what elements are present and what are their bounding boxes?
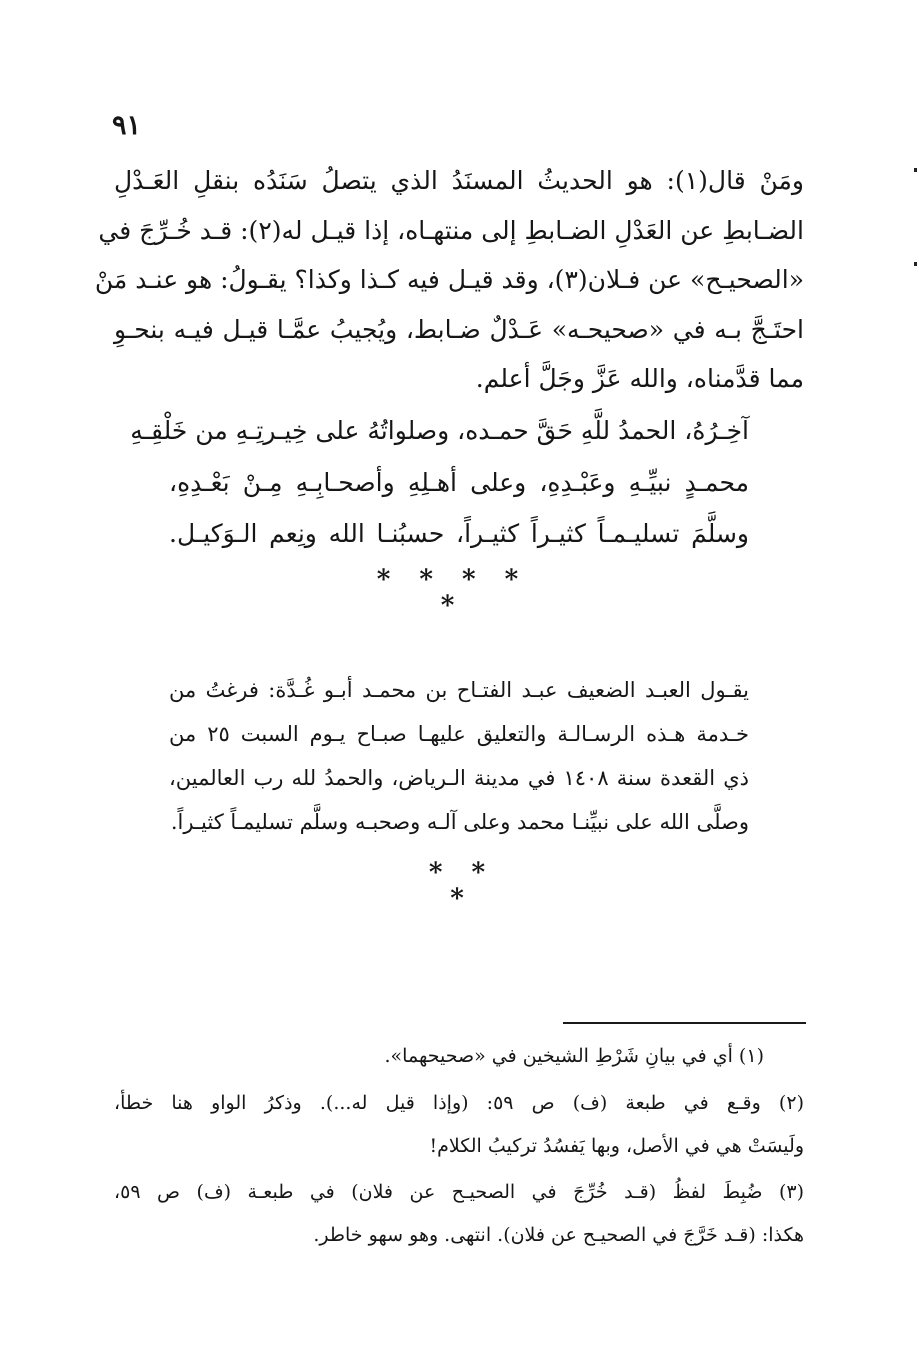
footnote-divider	[563, 1022, 806, 1024]
footnote-1: (١) أي في بيانِ شَرْطِ الشيخين في «صحيحهما».	[384, 1045, 764, 1067]
footnote-3: (٣) ضُبِطَ لفظُ (قـد خُرِّجَ في الصحيـح عن فلان) في طبعـة (ف) ص ٥٩،	[114, 1181, 804, 1203]
closing-line: وسلَّمَ تسليـمـاً كثيـراً كثيـراً، حسبُنـا الله ونِعم الـوَكيـل.	[169, 519, 749, 548]
page-number: ٩١	[112, 110, 142, 141]
scan-edge-mark	[914, 168, 917, 172]
editor-note-line: يقـول العبـد الضعيف عبـد الفتـاح بن محمـد أبـو غُـدَّة: فرغتُ من	[169, 678, 749, 702]
editor-note-line: ذي القعدة سنة ١٤٠٨ في مدينة الـرياض، والحمدُ لله رب العالمين،	[169, 766, 749, 790]
scan-edge-mark	[914, 262, 917, 266]
footnote-2: (٢) وقـع في طبعة (ف) ص ٥٩: (وإذا قيل له...). وذكرُ الواو هنا خطأ،	[114, 1092, 804, 1114]
main-line: الضـابطِ عن العَدْلِ الضـابطِ إلى منتهـاه، إذا قيـل له(٢): قـد خُـرِّجَ في	[98, 216, 804, 245]
closing-separator: * * *	[428, 858, 496, 914]
main-line: مما قدَّمناه، والله عَزَّ وجَلَّ أعلم.	[475, 364, 804, 393]
section-separator: * * * * *	[376, 565, 529, 621]
editor-note-line: وصلَّى الله على نبيِّنـا محمد وعلى آلـه وصحبـه وسلَّم تسليمـاً كثيـراً.	[170, 810, 749, 834]
footnote-3-continued: هكذا: (قـد خَرَّجَ في الصحيـح عن فلان). انتهى. وهو سهو خاطر.	[313, 1224, 804, 1246]
main-line: «الصحيـح» عن فـلان(٣)، وقد قيـل فيه كـذا وكذا؟ يقـولُ: هو عنـد مَنْ	[94, 265, 804, 294]
main-line: ومَنْ قال(١): هو الحديثُ المسنَدُ الذي يتصلُ سَنَدُه بنقلِ العَـدْلِ	[114, 166, 804, 195]
footnote-2-continued: ولَيسَتْ هي في الأصل، وبها يَفسُدُ تركيبُ الكلام!	[429, 1135, 804, 1157]
closing-line: محمـدٍ نبيِّـهِ وعَبْـدِهِ، وعلى أهـلِهِ وأصحـابِـهِ مِـنْ بَعْـدِهِ،	[169, 468, 749, 497]
editor-note-line: خـدمة هـذه الرسـالـة والتعليق عليهـا صبـاح يـوم السبت ٢٥ من	[169, 722, 749, 746]
closing-line: آخِـرُهُ، الحمدُ للَّهِ حَقَّ حمـده، وصلواتُهُ على خِيـرتِـهِ من خَلْقِـهِ	[130, 416, 749, 445]
main-line: احتَـجَّ بـه في «صحيحـه» عَـدْلٌ ضـابط، ويُجيبُ عمَّـا قيـل فيـه بنحـوِ	[114, 315, 804, 344]
